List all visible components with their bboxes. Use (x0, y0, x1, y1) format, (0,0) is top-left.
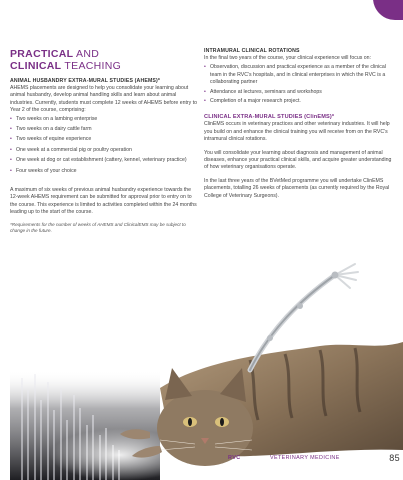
footer-brand: RVC (228, 455, 241, 461)
rotations-item: • Attendance at lectures, seminars and workshops (204, 89, 392, 96)
clinems-body-2: You will consolidate your learning about diagnosis and management of animal diseases, enhance your practical clinical skills, and acquire greater understanding of how veterinary organisations operate. (204, 149, 392, 171)
ahems-title: ANIMAL HUSBANDRY EXTRA-MURAL STUDIES (AHEMS)* (10, 78, 161, 84)
heading-practical: PRACTICAL (10, 48, 74, 60)
footer-section: VETERINARY MEDICINE (270, 455, 340, 461)
left-column (10, 48, 198, 234)
clinems-body-3: In the last three years of the BVetMed programme you will undertake ClinEMS placements, totalling 26 weeks of placements (as currently required by the Royal College of Veterinary Surgeons). (204, 177, 390, 199)
page-footer (216, 455, 400, 465)
rotations-item: • Completion of a major research project. (204, 98, 392, 105)
right-column (204, 48, 392, 200)
cat-robotic-limb-photo (0, 250, 403, 480)
clinems-body-1: ClinEMS occurs in veterinary practices and other veterinary industries. It will help you build on and enhance the clinical training you will receive from on the RVC’s intramural clinical rotations. (204, 121, 390, 143)
page-heading (10, 48, 198, 72)
heading-and: AND (73, 48, 100, 60)
ahems-item: • Four weeks of your choice (10, 168, 198, 175)
ahems-item: • One week at dog or cat establishment (cattery, kennel, veterinary practice) (10, 157, 198, 164)
ahems-item: • One week at a commercial pig or poultry operation (10, 147, 198, 154)
ahems-item: • Two weeks on a dairy cattle farm (10, 126, 198, 133)
heading-teaching: TEACHING (61, 60, 122, 72)
ahems-previous-experience-note: A maximum of six weeks of previous animal husbandry experience towards the 12-week AHEMS requirement can be submitted for approval prior to entry on to the course. This experience is limited to activities completed within the 24 months leading up to the start of the course. (10, 187, 197, 216)
ahems-item: • Two weeks on a lambing enterprise (10, 116, 198, 123)
heading-clinical: CLINICAL (10, 60, 62, 72)
section-corner-tab (373, 0, 403, 20)
rotations-item: • Observation, discussion and practical experience as a member of the clinical team in the RVC’s hospitals, and in clinical enterprises in which the RVC is a collaborating partner (204, 64, 392, 86)
ahems-item: • Two weeks of equine experience (10, 136, 198, 143)
ahems-body: AHEMS placements are designed to help you consolidate your learning about animal husbandry, develop animal handling skills and learn about animal industries. Currently, students must complete 12 weeks of AHEMS before entry to Year 2 of the course, comprising: (10, 85, 198, 114)
rotations-title: INTRAMURAL CLINICAL ROTATIONS (204, 48, 300, 54)
rotations-body: In the final two years of the course, your clinical experience will focus on: (204, 55, 371, 61)
page-number: 85 (389, 453, 400, 463)
requirements-footnote: *Requirements for the number of weeks of AHEMS and ClinicalEMS may be subject to change in the future. (10, 221, 186, 233)
clinems-title: CLINICAL EXTRA-MURAL STUDIES (ClinEMS)* (204, 114, 335, 121)
rotations-list (204, 64, 392, 105)
ahems-list (10, 116, 198, 175)
